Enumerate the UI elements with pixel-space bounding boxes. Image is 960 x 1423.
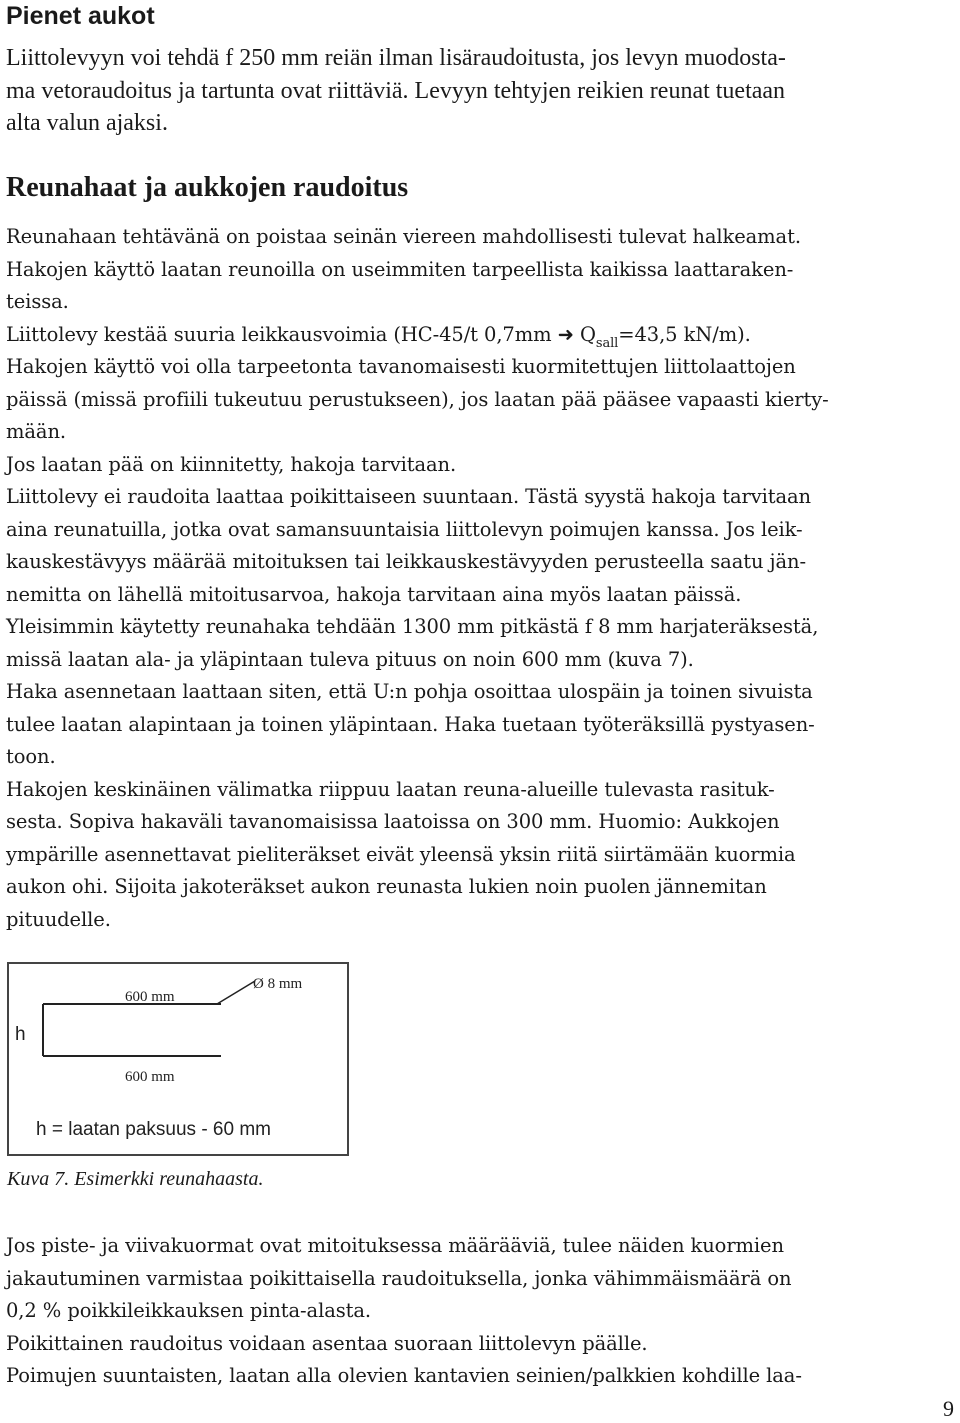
reunahaka-diagram: [9, 964, 347, 1154]
text-line: aina reunatuilla, jotka ovat samansuuntaisia liittolevyn poimujen kanssa. Jos leik-: [6, 517, 803, 541]
q-symbol: Q: [573, 322, 596, 346]
height-label: h: [15, 1024, 26, 1045]
text-line: toon.: [6, 745, 56, 768]
text-line: nemitta on lähellä mitoitusarvoa, hakoja tarvitaan aina myös laatan päissä.: [6, 582, 742, 606]
paragraph-kuormat: [6, 1230, 954, 1393]
diameter-label: Ø 8 mm: [253, 976, 303, 992]
q-line-before: Liittolevy kestää suuria leikkausvoimia (HC-45/t 0,7mm: [6, 322, 558, 346]
text-line: jakautuminen varmistaa poikittaisella raudoituksella, jonka vähimmäismäärä on: [6, 1266, 792, 1290]
figure-caption: Kuva 7. Esimerkki reunahaasta.: [7, 1168, 264, 1190]
page-number: 9: [943, 1396, 954, 1421]
text-line: Jos piste- ja viivakuormat ovat mitoituksessa määrääviä, tulee näiden kuormien: [6, 1234, 784, 1257]
text-line: Jos laatan pää on kiinnitetty, hakoja tarvitaan.: [6, 452, 457, 476]
formula-label: h = laatan paksuus - 60 mm: [36, 1119, 271, 1140]
paragraph-reunahaat: [6, 221, 954, 936]
text-line: sesta. Sopiva hakaväli tavanomaisissa laatoissa on 300 mm. Huomio: Aukkojen: [6, 810, 780, 833]
text-line: Poikittainen raudoitus voidaan asentaa suoraan liittolevyn päälle.: [6, 1331, 648, 1355]
diameter-leader-line: [217, 981, 255, 1004]
text-line: Hakojen käyttö voi olla tarpeetonta tavanomaisesti kuormitettujen liittolaattojen: [6, 355, 796, 378]
text-line: kauskestävyys määrää mitoituksen tai leikkauskestävyyden perusteella saatu jän-: [6, 550, 806, 573]
text-line: missä laatan ala- ja yläpintaan tuleva pituus on noin 600 mm (kuva 7).: [6, 647, 694, 671]
text-line: Liittolevy ei raudoita laattaa poikittaiseen suuntaan. Tästä syystä hakoja tarvitaan: [6, 485, 812, 508]
text-line: mään.: [6, 420, 66, 443]
text-line: Poimujen suuntaisten, laatan alla olevien kantavien seinien/palkkien kohdille laa-: [6, 1364, 802, 1387]
bottom-length-label: 600 mm: [125, 1069, 175, 1085]
text-line: Liittolevyyn voi tehdä f 250 mm reiän ilman lisäraudoitusta, jos levyn muodosta-: [6, 45, 786, 71]
text-line: teissa.: [6, 290, 69, 313]
text-line: Hakojen käyttö laatan reunoilla on useimmiten tarpeellista kaikissa laattaraken-: [6, 257, 794, 281]
text-line: Haka asennetaan laattaan siten, että U:n pohja osoittaa ulospäin ja toinen sivuista: [6, 680, 813, 703]
heading-pienet-aukot: Pienet aukot: [6, 2, 155, 30]
text-line: pituudelle.: [6, 907, 111, 931]
text-line: aukon ohi. Sijoita jakoteräkset aukon reunasta lukien noin puolen jännemitan: [6, 875, 767, 898]
text-line: alta valun ajaksi.: [6, 110, 168, 136]
text-line: tulee laatan alapintaan ja toinen yläpintaan. Haka tuetaan työteräksillä pystyasen-: [6, 712, 815, 736]
heading-reunahaat: Reunahaat ja aukkojen raudoitus: [6, 172, 409, 203]
text-line: päissä (missä profiili tukeutuu perustukseen), jos laatan pää pääsee vapaasti kierty-: [6, 387, 829, 411]
arrow-icon: ➜: [557, 322, 574, 346]
text-line: ympärille asennettavat pieliteräkset eivät yleensä yksin riitä siirtämään kuormia: [6, 842, 796, 866]
q-subscript: sall: [595, 335, 619, 351]
text-line: Reunahaan tehtävänä on poistaa seinän viereen mahdollisesti tulevat halkeamat.: [6, 225, 801, 248]
text-line-shear-capacity: [6, 319, 954, 352]
top-length-label: 600 mm: [125, 989, 175, 1005]
figure-reunahaka: [7, 962, 349, 1156]
q-line-after: =43,5 kN/m).: [618, 322, 751, 346]
text-line: 0,2 % poikkileikkauksen pinta-alasta.: [6, 1299, 372, 1322]
text-line: Yleisimmin käytetty reunahaka tehdään 1300 mm pitkästä f 8 mm harjateräksestä,: [6, 615, 819, 638]
text-line: ma vetoraudoitus ja tartunta ovat riittäviä. Levyyn tehtyjen reikien reunat tuetaan: [6, 77, 786, 104]
text-line: Hakojen keskinäinen välimatka riippuu laatan reuna-alueille tulevasta rasituk-: [6, 777, 775, 801]
paragraph-pienet-aukot: [6, 42, 954, 140]
